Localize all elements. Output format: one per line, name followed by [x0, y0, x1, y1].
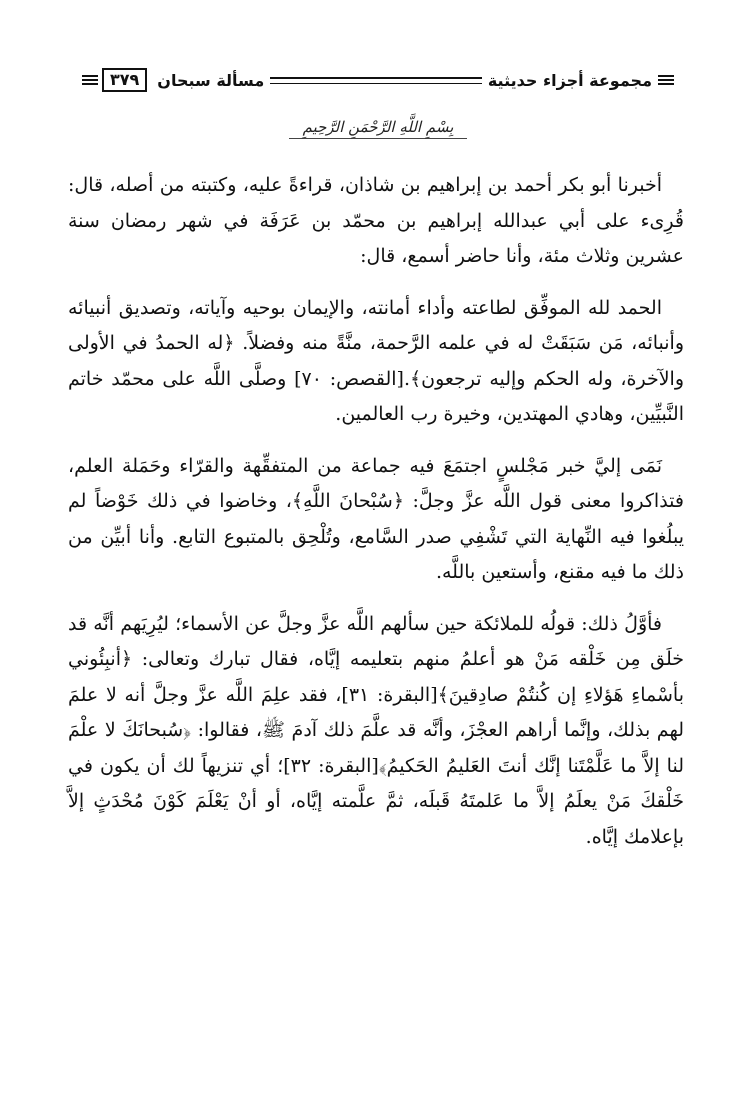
header-rule	[270, 77, 482, 84]
section-title: مسألة سبحان	[157, 70, 265, 90]
body-text	[68, 168, 684, 871]
basmala-text: بِسْمِ اللَّهِ الرَّحْمَنِ الرَّحِيمِ	[289, 118, 468, 139]
header-ornament-left	[82, 75, 98, 85]
paragraph-first-point: فأوَّلُ ذلك: قولُه للملائكة حين سألهم اللَّه عزَّ وجلَّ عن الأسماء؛ ليُرِيَهم أنَّه قد خلَق مِن خَلْقه مَنْ هو أعلمُ منهم بتعليمه إيَّاه، فقال تبارك وتعالى: ﴿أنبِئُوني بأسْماءِ هَؤلاءِ إن كُنتُمْ صادِقينَ﴾[البقرة: ٣١]، فقد علِمَ اللَّه عزَّ وجلَّ أنه لا علمَ لهم بذلك، وإنَّما أراهم العجْزَ، وأنَّه قد علَّمَ ذلك آدمَ ﷺ، فقالوا: ﴿سُبحانَكَ لا علْمَ لنا إلاَّ ما عَلَّمْتَنا إنَّك أنتَ العَليمُ الحَكيمُ﴾[البقرة: ٣٢]؛ أي تنزيهاً لك أن يكون في خَلْقكَ مَنْ يعلَمُ إلاَّ ما عَلمتَهُ قَبلَه، ثمَّ علَّمته إيَّاه، أو أنْ يَعْلَمَ كَوْنَ مُحْدَثٍ إلاَّ بإعلامك إيَّاه.	[68, 612, 685, 848]
paragraph-isnad: أخبرنا أبو بكر أحمد بن إبراهيم بن شاذان، قراءةً عليه، وكتبته من أصله، قال: قُرِىء على أبي عبدالله إبراهيم بن محمّد بن عَرَفَة في شهر رمضان سنة عشرين وثلاث مئة، وأنا حاضر أسمع، قال:	[68, 174, 684, 267]
book-title: مجموعة أجزاء حديثية	[487, 70, 652, 90]
running-header	[82, 66, 674, 94]
header-ornament-right	[658, 75, 674, 85]
paragraph-praise: الحمد لله الموفِّق لطاعته وأداء أمانته، والإيمان بوحيه وآياته، وتصديق أنبيائه وأنبائه، مَن سَبَقَتْ له في علمه الرَّحمة، منَّةً منه وفضلاً. ﴿له الحمدُ في الأولى والآخرة، وله الحكم وإليه ترجعون﴾.[القصص: ٧٠] وصلَّى اللَّه على محمّد خاتم النَّبيِّين، وهادي المهتدين، وخيرة رب العالمين.	[68, 296, 684, 425]
basmala-ornament	[0, 118, 756, 139]
paragraph-occasion: نَمَى إليَّ خبر مَجْلسٍ اجتمَعَ فيه جماعة من المتفقِّهة والقرّاء وحَمَلة العلم، فتذاكروا معنى قول اللَّه عزَّ وجلَّ: ﴿سُبْحانَ اللَّهِ﴾، وخاضوا في ذلك خَوْضاً لم يبلُغوا فيه النِّهاية التي تَشْفِي صدر السَّامع، وتُلْحِق بالمتبوع التابع. وأنا أبيِّن من ذلك ما فيه مقنع، وأستعين باللَّه.	[68, 454, 684, 583]
page-number: ٣٧٩	[102, 68, 147, 92]
